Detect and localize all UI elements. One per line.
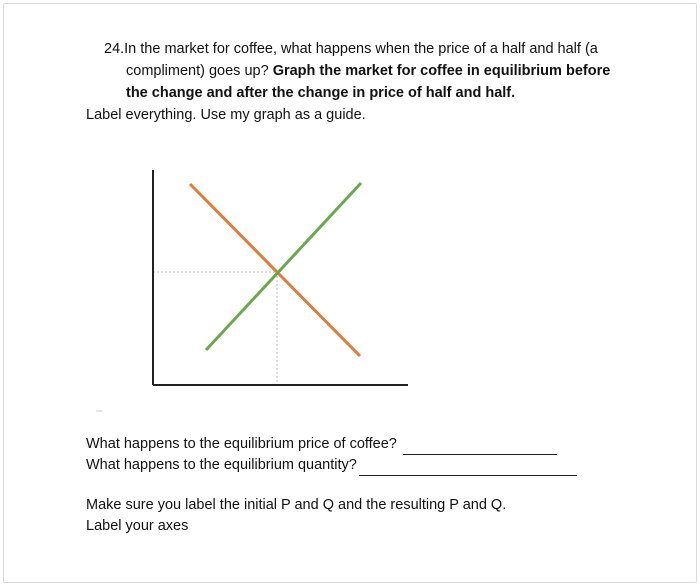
question-block — [104, 38, 624, 104]
final-instructions — [86, 495, 506, 537]
question-text-bold-1: Graph the market for coffee in equilibrium before — [272, 63, 611, 79]
quantity-answer-blank[interactable] — [359, 461, 577, 476]
answer-section — [86, 434, 577, 476]
scan-speck — [96, 410, 102, 412]
supply-curve — [206, 183, 361, 350]
question-line-3: the change and after the change in price of half and half. — [126, 85, 516, 101]
question-text-normal: compliment) goes up? — [126, 63, 273, 79]
quantity-answer-row — [86, 455, 577, 476]
final-line-2: Label your axes — [86, 518, 189, 534]
price-answer-row — [86, 434, 577, 455]
price-question: What happens to the equilibrium price of coffee? — [86, 436, 397, 452]
question-line-1: 24.In the market for coffee, what happens when the price of a half and half (a — [104, 41, 598, 57]
question-line-2 — [104, 60, 624, 82]
instruction-text: Label everything. Use my graph as a guide. — [86, 107, 366, 123]
quantity-question: What happens to the equilibrium quantity? — [86, 457, 357, 473]
price-answer-blank[interactable] — [403, 440, 557, 455]
supply-demand-graph — [150, 166, 412, 390]
final-line-1: Make sure you label the initial P and Q and the resulting P and Q. — [86, 497, 507, 513]
